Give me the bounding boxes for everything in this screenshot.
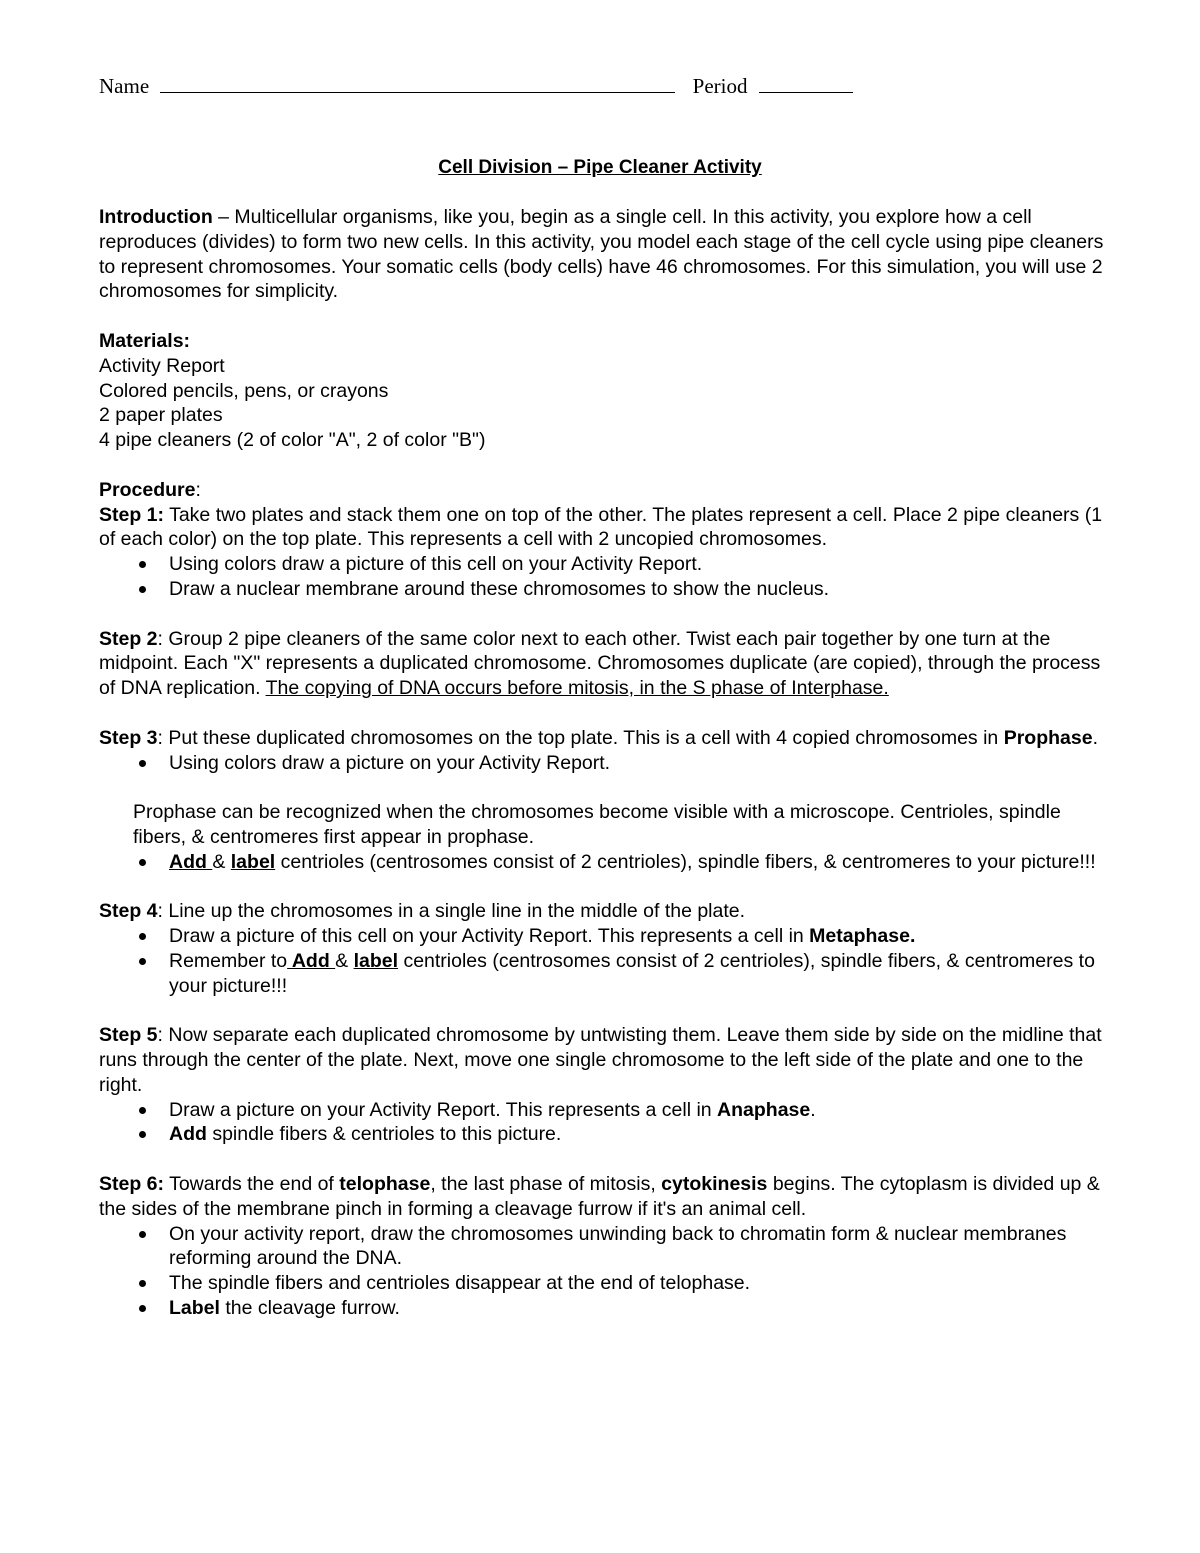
step-4-label: Step 4 xyxy=(99,900,158,923)
step-5-bullets xyxy=(99,1098,1109,1148)
step-5-paragraph: Step 5: Now separate each duplicated chromosome by untwisting them. Leave them side by side on the midline that runs through the center of the plate. Next, move one single chromosome to the left side of the plate and one to the right. xyxy=(99,1024,1102,1096)
period-label: Period xyxy=(692,74,748,98)
step-3-paragraph: Step 3: Put these duplicated chromosomes on the top plate. This is a cell with 4 copied chromosomes in Prophase. xyxy=(99,726,1098,749)
step-1-bullets xyxy=(99,552,1109,602)
prophase-term: Prophase xyxy=(1003,726,1093,749)
step-3-label-bullets xyxy=(99,850,1109,875)
step-2-paragraph: Step 2: Group 2 pipe cleaners of the same color next to each other. Twist each pair together by one turn at the midpoint. Each "X" represents a duplicated chromosome. Chromosomes duplicate (are copied), through the process of DNA replication. The copying of DNA occurs before mitosis, in the S phase of Interphase. xyxy=(99,627,1101,700)
step-3-bullets xyxy=(99,751,1109,776)
introduction-heading: Introduction xyxy=(99,206,213,228)
step-2-label: Step 2 xyxy=(99,627,158,650)
list-item: Using colors draw a picture of this cell on your Activity Report. xyxy=(99,552,1109,577)
list-item: On your activity report, draw the chromosomes unwinding back to chromatin form & nuclear membranes reforming around the DNA. xyxy=(99,1222,1109,1272)
step-4-paragraph: Step 4: Line up the chromosomes in a single line in the middle of the plate. xyxy=(99,900,746,923)
list-item: Draw a picture of this cell on your Activity Report. This represents a cell in Metaphase. xyxy=(99,924,1109,949)
document-body xyxy=(99,205,1109,1321)
step-5-label: Step 5 xyxy=(99,1024,158,1047)
step-6-bullets xyxy=(99,1222,1109,1321)
materials-item: 2 paper plates xyxy=(99,404,223,427)
materials-heading: Materials: xyxy=(99,329,191,352)
cytokinesis-term: cytokinesis xyxy=(661,1173,768,1196)
step-6-paragraph: Step 6: Towards the end of telophase, the last phase of mitosis, cytokinesis begins. The cytoplasm is divided up & the sides of the membrane pinch in forming a cleavage furrow if it's an animal cell. xyxy=(99,1173,1100,1220)
materials-item: 4 pipe cleaners (2 of color "A", 2 of color "B") xyxy=(99,429,486,452)
list-item: Using colors draw a picture on your Activity Report. xyxy=(99,751,1109,776)
header-row xyxy=(99,72,853,99)
prophase-note: Prophase can be recognized when the chromosomes become visible with a microscope. Centrioles, spindle fibers, & centromeres first appear in prophase. xyxy=(133,801,1061,848)
materials-item: Activity Report xyxy=(99,354,225,377)
name-label: Name xyxy=(99,74,150,98)
step-2-underlined-note: The copying of DNA occurs before mitosis, in the S phase of Interphase. xyxy=(265,677,889,700)
step-1-paragraph: Step 1: Take two plates and stack them one on top of the other. The plates represent a cell. Place 2 pipe cleaners (1 of each color) on the top plate. This represents a cell with 2 uncopied chromosomes. xyxy=(99,503,1103,551)
metaphase-term: Metaphase. xyxy=(809,925,916,948)
introduction-text: – Multicellular organisms, like you, begin as a single cell. In this activity, you explore how a cell reproduces (divides) to form two new cells. In this activity, you model each stage of the cell cycle using pipe cleaners to represent chromosomes. Your somatic cells (body cells) have 46 chromosomes. For this simulation, you will use 2 chromosomes for simplicity. xyxy=(99,206,1104,303)
list-item: Draw a nuclear membrane around these chromosomes to show the nucleus. xyxy=(99,577,1109,602)
step-3-label: Step 3 xyxy=(99,726,158,749)
list-item: Add spindle fibers & centrioles to this picture. xyxy=(99,1122,1109,1147)
step-6-label: Step 6: xyxy=(99,1173,165,1196)
introduction-paragraph xyxy=(99,205,1109,304)
page-title: Cell Division – Pipe Cleaner Activity xyxy=(438,157,762,178)
period-blank-line xyxy=(759,72,853,93)
list-item: Label the cleavage furrow. xyxy=(99,1296,1109,1321)
materials-item: Colored pencils, pens, or crayons xyxy=(99,379,389,402)
anaphase-term: Anaphase xyxy=(717,1098,811,1121)
step-4-bullets xyxy=(99,924,1109,998)
list-item: Draw a picture on your Activity Report. This represents a cell in Anaphase. xyxy=(99,1098,1109,1123)
step-1-label: Step 1: xyxy=(99,503,165,526)
list-item: Add & label centrioles (centrosomes consist of 2 centrioles), spindle fibers, & centromeres to your picture!!! xyxy=(99,850,1109,875)
telophase-term: telophase xyxy=(339,1173,431,1196)
list-item: Remember to Add & label centrioles (centrosomes consist of 2 centrioles), spindle fibers, & centromeres to your picture!!! xyxy=(99,949,1109,999)
list-item: The spindle fibers and centrioles disappear at the end of telophase. xyxy=(99,1271,1109,1296)
procedure-heading: Procedure: xyxy=(99,478,201,501)
name-blank-line xyxy=(160,72,675,93)
